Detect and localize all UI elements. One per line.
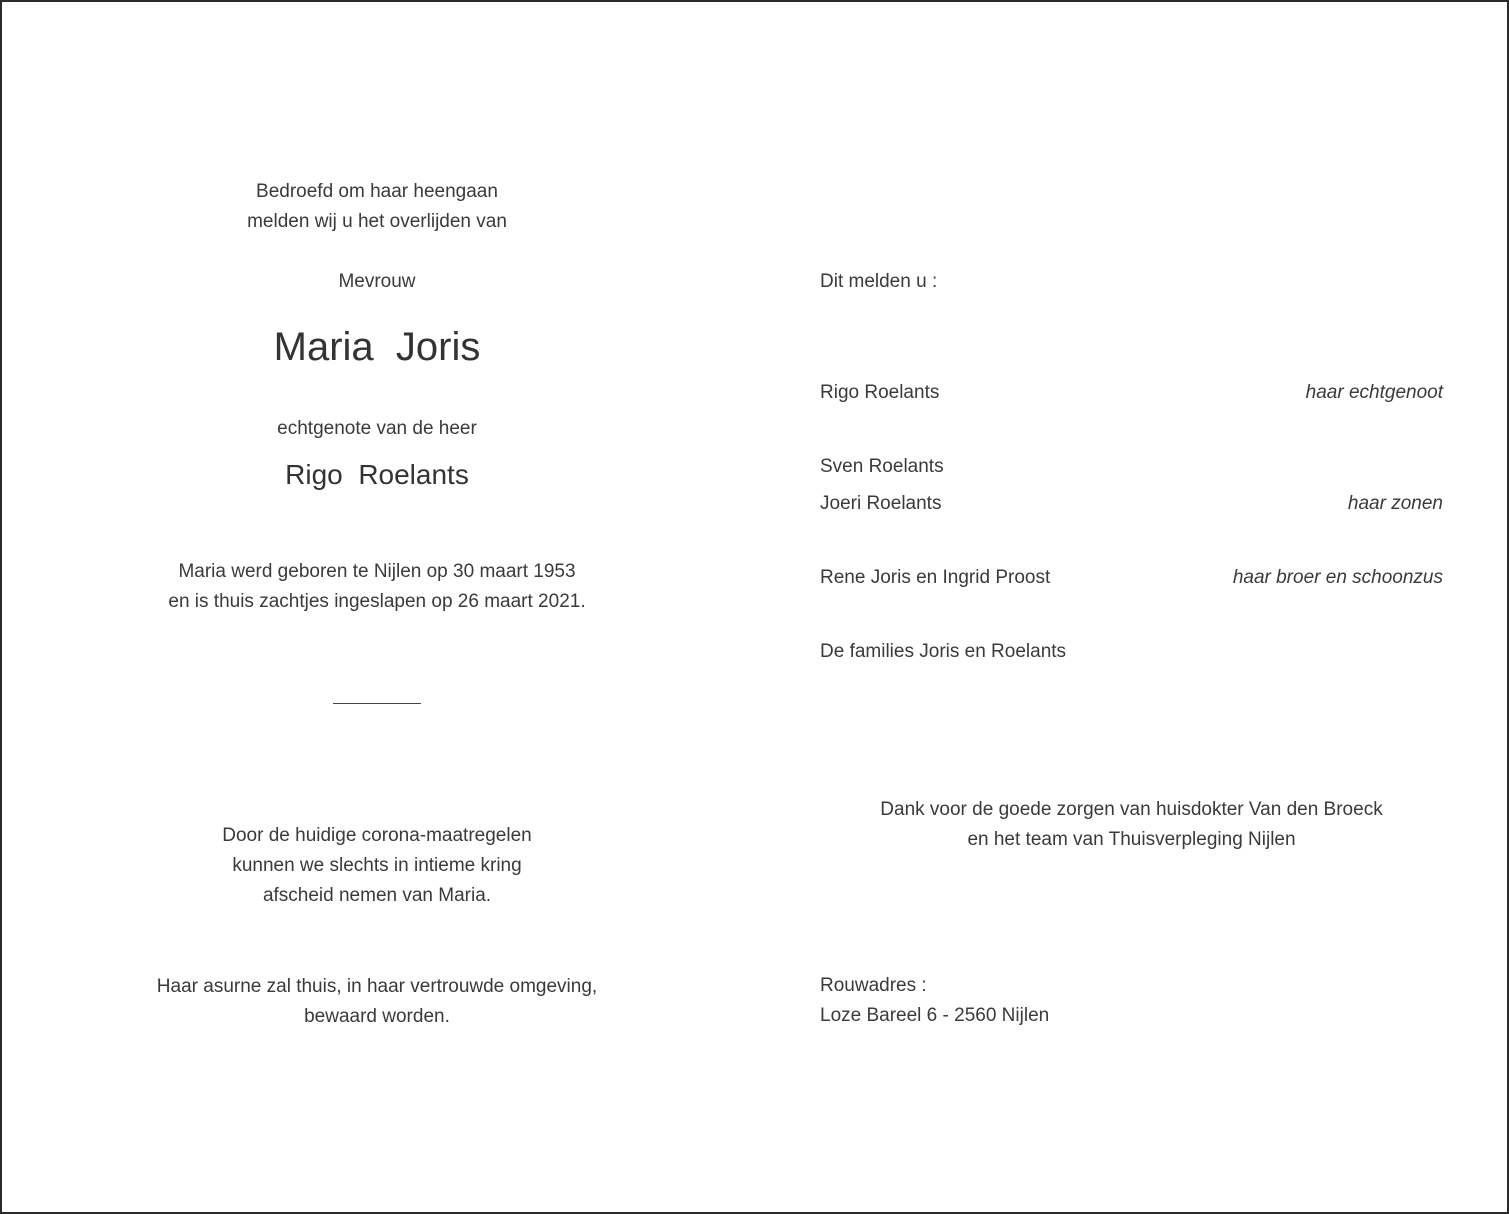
announcers-intro (820, 267, 1443, 297)
family-row (820, 489, 1443, 519)
birth-death-text (127, 557, 627, 617)
family-row (820, 452, 1443, 482)
family-member-role: haar broer en schoonzus (1232, 567, 1443, 588)
spouse-intro (127, 414, 627, 444)
intro-line-1: Bedroefd om haar heengaan (256, 181, 498, 202)
corona-line-3: afscheid nemen van Maria. (262, 885, 492, 906)
address-label-text: Rouwadres : (820, 975, 927, 996)
corona-line-2: kunnen we slechts in intieme kring (232, 855, 522, 876)
deceased-name-text: Maria Joris (273, 325, 481, 369)
family-member-name: Joeri Roelants (820, 493, 942, 514)
divider-line (333, 703, 421, 704)
family-member-role: haar echtgenoot (1305, 382, 1443, 403)
family-row (820, 637, 1443, 667)
address-text: Loze Bareel 6 - 2560 Nijlen (820, 1005, 1050, 1026)
family-member-name: Sven Roelants (820, 456, 944, 477)
spouse-name (127, 458, 627, 492)
thanks-text (820, 795, 1443, 855)
urn-line-2: bewaard worden. (304, 1006, 450, 1027)
family-row (820, 378, 1443, 408)
intro-text (127, 177, 627, 237)
spouse-name-text: Rigo Roelants (285, 459, 469, 490)
intro-line-2: melden wij u het overlijden van (247, 211, 507, 232)
urn-line-1: Haar asurne zal thuis, in haar vertrouwde omgeving, (156, 976, 598, 997)
family-member-name: De families Joris en Roelants (820, 641, 1067, 662)
announcers-intro-text: Dit melden u : (820, 271, 938, 292)
urn-notice (127, 972, 627, 1032)
family-member-name: Rigo Roelants (820, 382, 940, 403)
honorific-text: Mevrouw (338, 271, 416, 292)
thanks-line-2: en het team van Thuisverpleging Nijlen (967, 829, 1296, 850)
address (820, 1001, 1443, 1031)
address-label (820, 971, 1443, 1001)
family-row (820, 563, 1443, 593)
corona-notice (127, 821, 627, 911)
thanks-line-1: Dank voor de goede zorgen van huisdokter Van den Broeck (880, 799, 1383, 820)
honorific (127, 267, 627, 297)
family-member-role: haar zonen (1347, 493, 1443, 514)
birth-line: Maria werd geboren te Nijlen op 30 maart 1953 (178, 561, 576, 582)
family-member-name: Rene Joris en Ingrid Proost (820, 567, 1051, 588)
spouse-intro-text: echtgenote van de heer (277, 418, 477, 439)
corona-line-1: Door de huidige corona-maatregelen (222, 825, 532, 846)
deceased-name (127, 324, 627, 370)
death-line: en is thuis zachtjes ingeslapen op 26 maart 2021. (168, 591, 586, 612)
